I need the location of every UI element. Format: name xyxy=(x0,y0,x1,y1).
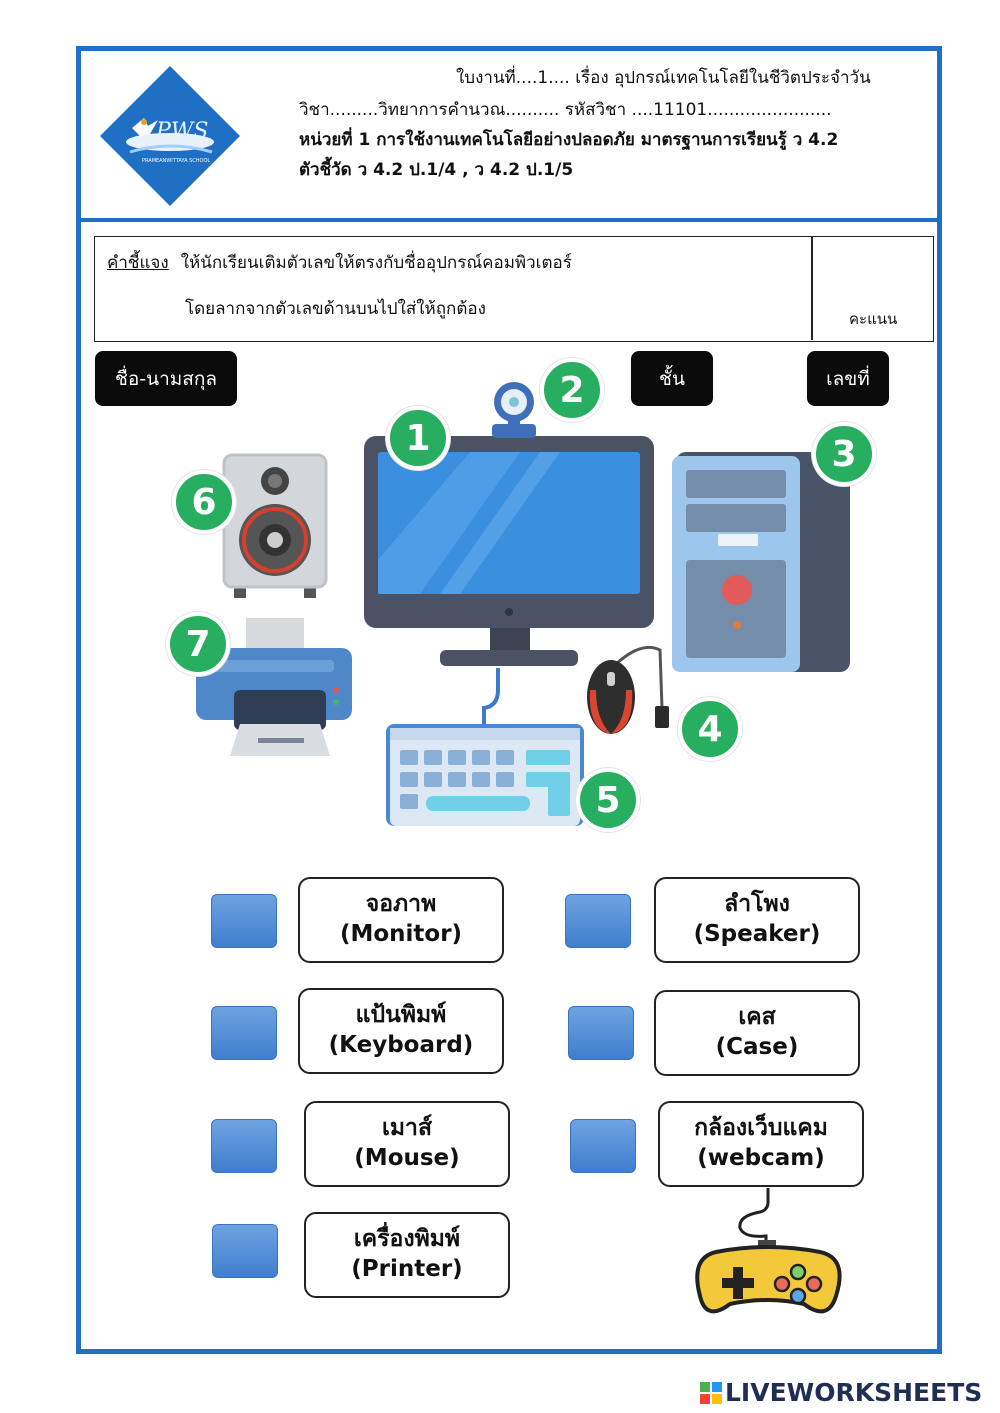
footer-brand-text: LIVEWORKSHEETS xyxy=(725,1378,983,1407)
worksheet-title: ใบงานที่....1.... เรื่อง อุปกรณ์เทคโนโลยีในชีวิตประจำวัน xyxy=(456,68,871,88)
word-card-thai: จอภาพ xyxy=(365,891,437,918)
answer-box-monitor[interactable] xyxy=(211,894,277,948)
number-badge-6[interactable]: 6 xyxy=(172,470,236,534)
gamepad-icon xyxy=(697,1188,839,1311)
answer-box-keyboard[interactable] xyxy=(211,1006,277,1060)
number-field-label[interactable]: เลขที่ xyxy=(807,351,889,406)
word-card-english: (Mouse) xyxy=(354,1145,460,1171)
answer-box-printer[interactable] xyxy=(212,1224,278,1278)
monitor-icon xyxy=(364,436,654,666)
logo-text: PWS xyxy=(156,119,209,144)
word-card-thai: เคส xyxy=(738,1004,776,1031)
score-label: คะแนน xyxy=(849,310,898,328)
answer-box-speaker[interactable] xyxy=(565,894,631,948)
number-badge-4[interactable]: 4 xyxy=(678,697,742,761)
word-card-keyboard xyxy=(298,988,504,1074)
number-badge-5[interactable]: 5 xyxy=(576,768,640,832)
keyboard-icon xyxy=(386,724,584,826)
word-card-thai: กล้องเว็บแคม xyxy=(694,1115,828,1142)
name-field-label[interactable]: ชื่อ-นามสกุล xyxy=(95,351,237,406)
webcam-icon xyxy=(492,382,536,438)
word-card-english: (Keyboard) xyxy=(328,1032,474,1058)
logo-subtext: PRAMEANWITTAYA SCHOOL xyxy=(142,158,211,164)
instruction-text-2: โดยลากจากตัวเลขด้านบนไปใส่ให้ถูกต้อง xyxy=(185,299,486,319)
liveworksheets-logo[interactable] xyxy=(700,1378,982,1407)
word-card-webcam xyxy=(658,1101,864,1187)
class-field-label[interactable]: ชั้น xyxy=(631,351,713,406)
number-badge-1[interactable]: 1 xyxy=(386,406,450,470)
computer-case-icon xyxy=(672,452,850,672)
word-card-thai: แป้นพิมพ์ xyxy=(355,1002,447,1029)
number-badge-2[interactable]: 2 xyxy=(540,358,604,422)
word-card-english: (Monitor) xyxy=(339,921,463,947)
word-card-mouse xyxy=(304,1101,510,1187)
word-card-english: (Case) xyxy=(715,1034,799,1060)
word-card-speaker xyxy=(654,877,860,963)
instruction-label: คำชี้แจง xyxy=(107,253,169,273)
word-card-english: (Printer) xyxy=(351,1256,463,1282)
number-badge-7[interactable]: 7 xyxy=(166,612,230,676)
indicator-line: ตัวชี้วัด ว 4.2 ป.1/4 , ว 4.2 ป.1/5 xyxy=(299,160,574,180)
mouse-icon xyxy=(587,647,669,734)
answer-box-mouse[interactable] xyxy=(211,1119,277,1173)
word-card-case xyxy=(654,990,860,1076)
instruction-text-1: ให้นักเรียนเติมตัวเลขให้ตรงกับชื่ออุปกรณ์คอมพิวเตอร์ xyxy=(180,253,572,273)
word-card-thai: ลำโพง xyxy=(724,891,790,918)
word-card-printer xyxy=(304,1212,510,1298)
word-card-thai: เมาส์ xyxy=(382,1115,432,1142)
number-badge-3[interactable]: 3 xyxy=(812,422,876,486)
speaker-icon xyxy=(224,455,326,598)
subject-line: วิชา.........วิทยาการคำนวณ.......... รหัสวิชา ....11101....................... xyxy=(299,100,832,120)
word-card-thai: เครื่องพิมพ์ xyxy=(353,1226,461,1253)
liveworksheets-icon xyxy=(700,1382,722,1404)
answer-box-case[interactable] xyxy=(568,1006,634,1060)
word-card-english: (webcam) xyxy=(697,1145,825,1171)
unit-line: หน่วยที่ 1 การใช้งานเทคโนโลยีอย่างปลอดภัย มาตรฐานการเรียนรู้ ว 4.2 xyxy=(299,130,839,150)
word-card-monitor xyxy=(298,877,504,963)
answer-box-webcam[interactable] xyxy=(570,1119,636,1173)
word-card-english: (Speaker) xyxy=(693,921,821,947)
